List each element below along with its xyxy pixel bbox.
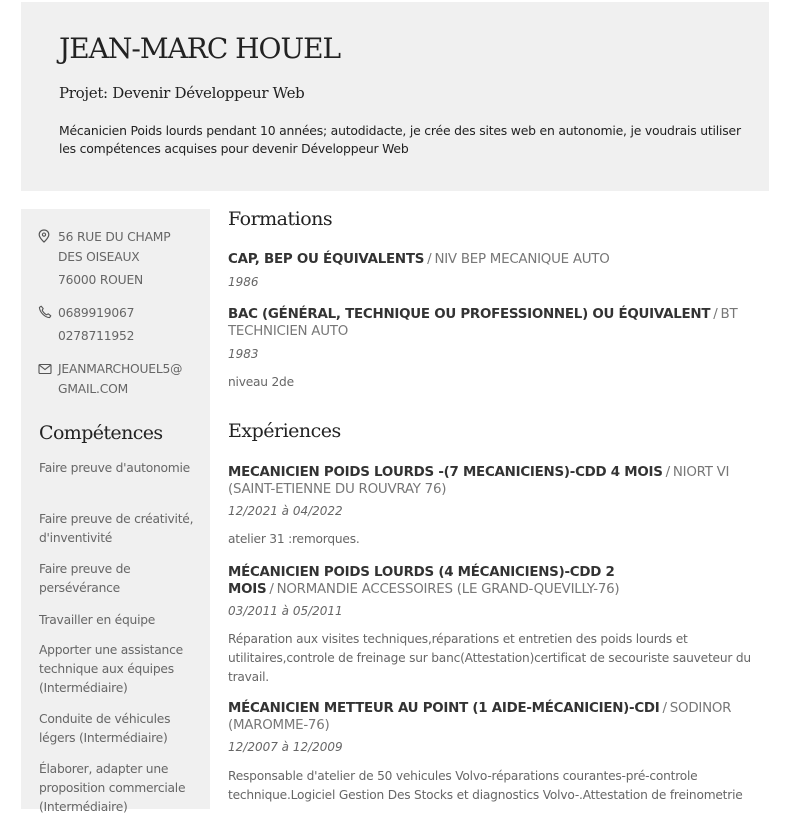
skill-item: Conduite de véhicules légers (Intermédiaire) — [39, 712, 171, 745]
experience-heading — [228, 564, 628, 598]
experience-date: 03/2011 à 05/2011 — [228, 604, 343, 618]
degree-name: BAC (GÉNÉRAL, TECHNIQUE OU PROFESSIONNEL) OU ÉQUIVALENT — [228, 307, 711, 322]
separator: / — [427, 252, 432, 267]
formation-date: 1983 — [228, 347, 259, 361]
job-title: MECANICIEN POIDS LOURDS -(7 MECANICIENS)-CDD 4 MOIS — [228, 465, 663, 480]
separator: / — [713, 307, 718, 322]
address-line: 76000 ROUEN — [58, 273, 144, 287]
experience-description: Responsable d'atelier de 50 vehicules Volvo-réparations courantes-pré-controle technique.Logiciel Gestion Des Stocks et diagnostics Volvo-.Attestation de freinometrie — [228, 769, 743, 802]
skill-item: Travailler en équipe — [39, 613, 156, 627]
degree-name: CAP, BEP OU ÉQUIVALENTS — [228, 252, 425, 267]
address-line: DES OISEAUX — [58, 250, 140, 264]
experience-date: 12/2007 à 12/2009 — [228, 740, 343, 754]
project-title: Projet: Devenir Développeur Web — [59, 84, 305, 102]
experience-heading — [228, 464, 758, 498]
skill-item: Faire preuve d'autonomie — [39, 461, 190, 475]
experience-description: Réparation aux visites techniques,réparations et entretien des poids lourds et utilitaires,controle de freinage sur banc(Attestation)certificat de secouriste sauveteur du travail. — [228, 632, 751, 684]
mail-icon — [38, 359, 58, 399]
location-pin-icon — [38, 227, 58, 290]
separator: / — [665, 465, 670, 480]
formation-date: 1986 — [228, 275, 259, 289]
school-name: BT TECHNICIEN AUTO — [228, 307, 738, 339]
skill-item: Faire preuve de persévérance — [39, 562, 131, 595]
formation-heading — [228, 251, 758, 268]
separator: / — [269, 582, 274, 597]
profile-summary: Mécanicien Poids lourds pendant 10 années; autodidacte, je crée des sites web en autonomie, je voudrais utiliser les compétences acquises pour devenir Développeur Web — [59, 123, 741, 156]
formations-title: Formations — [228, 208, 333, 230]
phone-icon — [38, 303, 58, 346]
school-name: NIV BEP MECANIQUE AUTO — [434, 252, 610, 267]
formation-heading — [228, 306, 758, 340]
company-name: NORMANDIE ACCESSOIRES (LE GRAND-QUEVILLY-76) — [276, 582, 620, 597]
skill-item: Apporter une assistance technique aux équipes (Intermédiaire) — [39, 643, 183, 695]
phone-number: 0689919067 — [58, 306, 135, 320]
skills-title: Compétences — [39, 422, 163, 444]
company-name: SODINOR (MAROMME-76) — [228, 701, 732, 733]
email-block — [38, 359, 182, 399]
email-line: GMAIL.COM — [58, 382, 129, 396]
phone-block — [38, 303, 134, 346]
email-line: JEANMARCHOUEL5@ — [58, 362, 183, 376]
sidebar — [21, 209, 210, 814]
experience-description: atelier 31 :remorques. — [228, 532, 360, 546]
company-name: NIORT VI (SAINT-ETIENNE DU ROUVRAY 76) — [228, 465, 730, 497]
formation-description: niveau 2de — [228, 375, 294, 389]
separator: / — [662, 701, 667, 716]
address-block — [38, 227, 170, 290]
skill-item: Élaborer, adapter une proposition commerciale (Intermédiaire) — [39, 762, 186, 814]
address-line: 56 RUE DU CHAMP — [58, 230, 171, 244]
job-title: MÉCANICIEN POIDS LOURDS (4 MÉCANICIENS)-CDD 2 MOIS — [228, 565, 615, 597]
experience-heading — [228, 700, 758, 734]
job-title: MÉCANICIEN METTEUR AU POINT (1 AIDE-MÉCANICIEN)-CDI — [228, 701, 660, 716]
experiences-title: Expériences — [228, 420, 341, 442]
experience-date: 12/2021 à 04/2022 — [228, 504, 343, 518]
candidate-name: JEAN-MARC HOUEL — [59, 32, 341, 65]
phone-number: 0278711952 — [58, 329, 135, 343]
header — [21, 2, 769, 191]
skill-item: Faire preuve de créativité, d'inventivité — [39, 512, 194, 545]
